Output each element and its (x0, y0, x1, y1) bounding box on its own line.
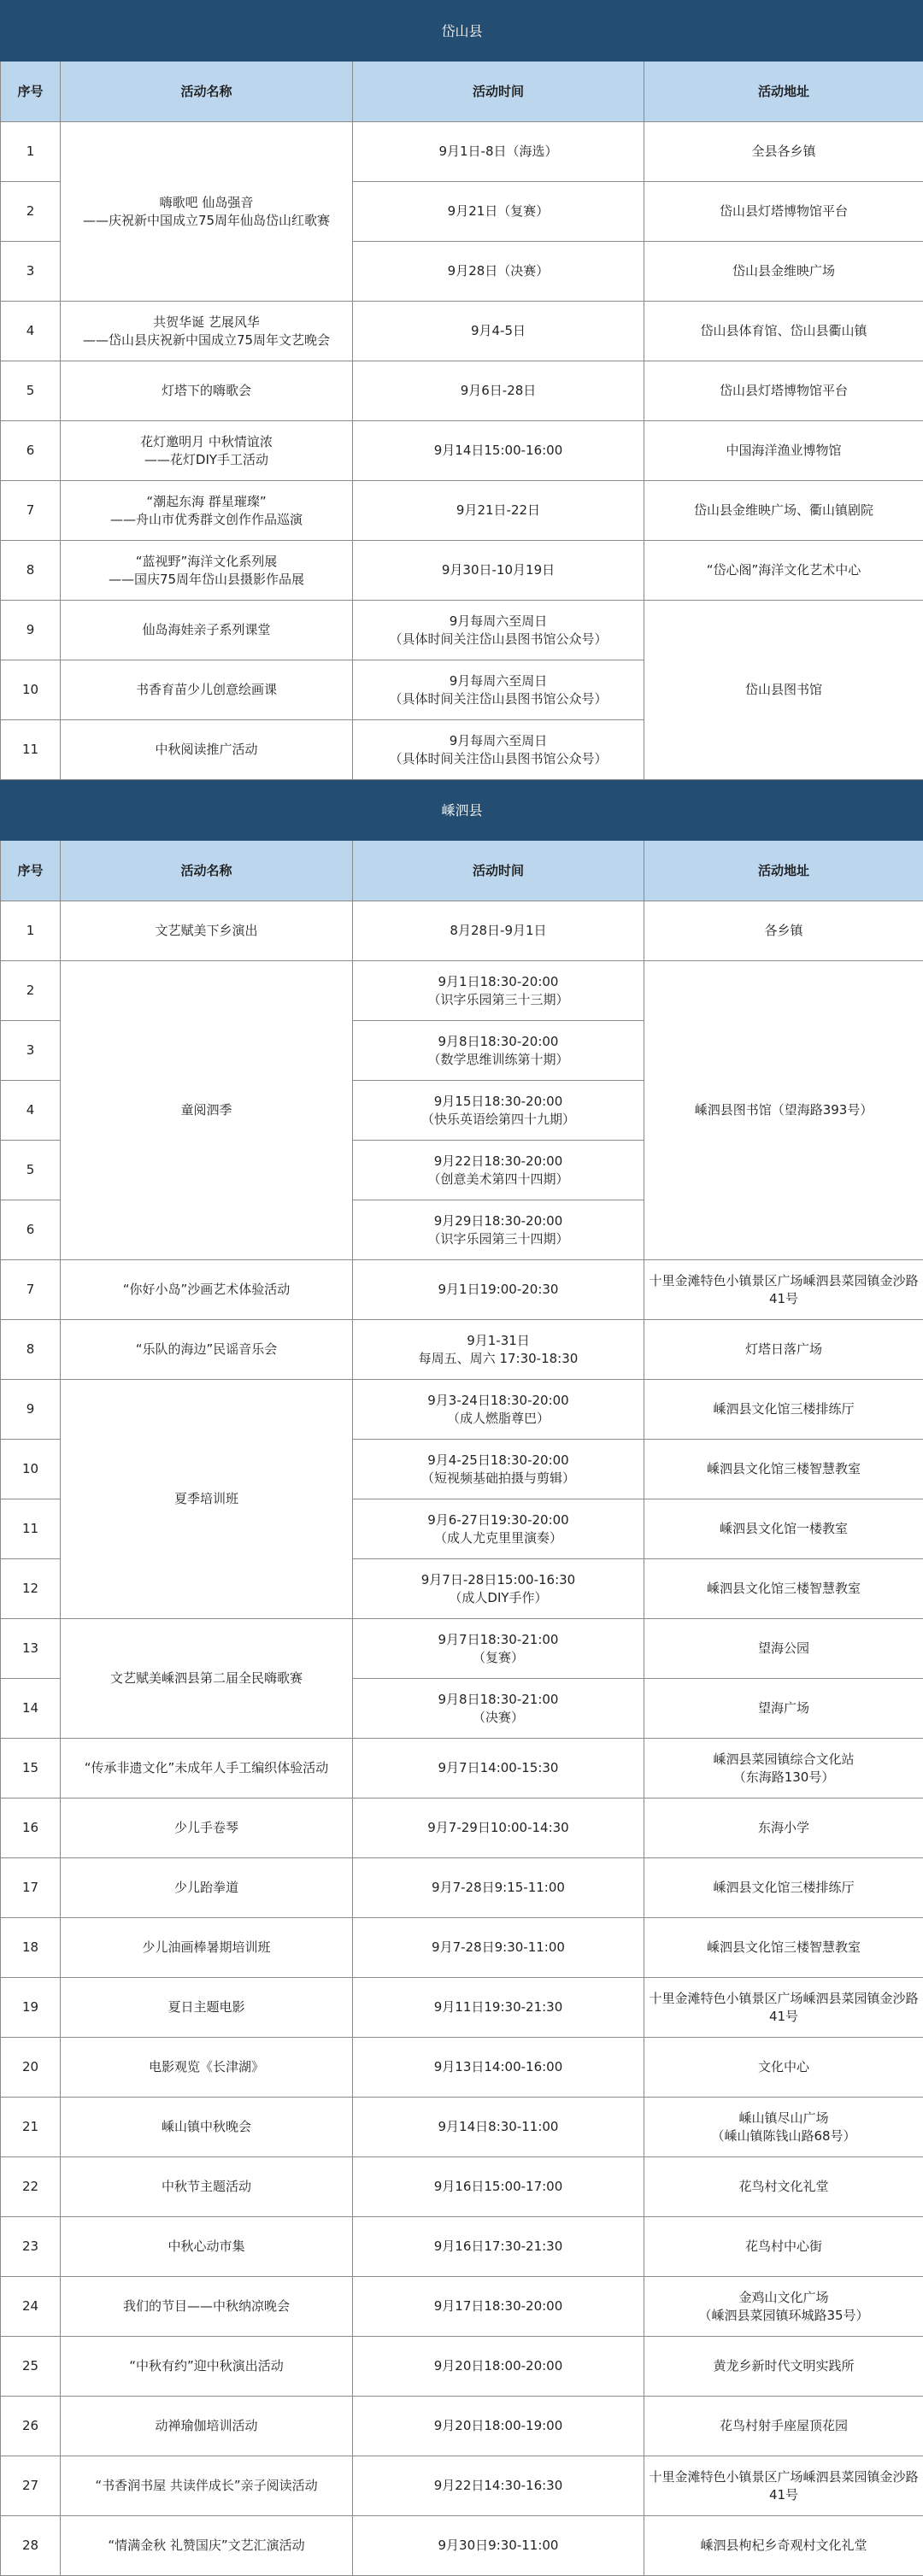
cell-number: 2 (1, 961, 61, 1021)
cell-activity-time: 9月1日19:00-20:30 (353, 1260, 644, 1320)
cell-activity-time: 9月20日18:00-19:00 (353, 2397, 644, 2456)
cell-number: 10 (1, 1440, 61, 1499)
cell-number: 6 (1, 1200, 61, 1260)
cell-activity-name: 中秋节主题活动 (61, 2157, 353, 2217)
cell-activity-time: 9月7-29日10:00-14:30 (353, 1799, 644, 1858)
cell-number: 12 (1, 1559, 61, 1619)
cell-number: 5 (1, 1141, 61, 1200)
cell-activity-address: 黄龙乡新时代文明实践所 (644, 2337, 923, 2397)
cell-activity-time: 9月6日-28日 (353, 361, 644, 421)
cell-activity-name: 我们的节目——中秋纳凉晚会 (61, 2277, 353, 2337)
cell-activity-address: 嵊泗县文化馆三楼智慧教室 (644, 1918, 923, 1978)
table-row (1, 1799, 923, 1858)
cell-activity-address: 嵊泗县文化馆三楼智慧教室 (644, 1440, 923, 1499)
cell-number: 10 (1, 660, 61, 720)
cell-number: 25 (1, 2337, 61, 2397)
cell-number: 4 (1, 1081, 61, 1141)
cell-number: 21 (1, 2098, 61, 2157)
cell-number: 18 (1, 1918, 61, 1978)
cell-activity-time: 9月13日14:00-16:00 (353, 2038, 644, 2098)
cell-activity-time: 9月14日15:00-16:00 (353, 421, 644, 481)
table-row (1, 2098, 923, 2157)
table-row (1, 421, 923, 481)
cell-activity-address: 望海公园 (644, 1619, 923, 1679)
cell-activity-time: 8月28日-9月1日 (353, 901, 644, 961)
cell-activity-address: 嵊泗县菜园镇综合文化站 （东海路130号） (644, 1739, 923, 1799)
cell-number: 2 (1, 182, 61, 242)
cell-activity-address: 岱山县灯塔博物馆平台 (644, 182, 923, 242)
cell-activity-address: 文化中心 (644, 2038, 923, 2098)
cell-activity-time: 9月16日15:00-17:00 (353, 2157, 644, 2217)
cell-activity-time: 9月17日18:30-20:00 (353, 2277, 644, 2337)
cell-activity-address: 岱山县金维映广场 (644, 242, 923, 302)
events-table-body (1, 1, 923, 2576)
cell-activity-name: 共贺华诞 艺展风华 ——岱山县庆祝新中国成立75周年文艺晚会 (61, 302, 353, 361)
section-title: 岱山县 (1, 1, 923, 62)
table-row (1, 122, 923, 182)
cell-activity-name: 少儿手卷琴 (61, 1799, 353, 1858)
cell-activity-name: 动禅瑜伽培训活动 (61, 2397, 353, 2456)
cell-activity-time: 9月7日18:30-21:00 （复赛） (353, 1619, 644, 1679)
cell-activity-time: 9月22日14:30-16:30 (353, 2456, 644, 2516)
cell-number: 3 (1, 242, 61, 302)
cell-activity-time: 9月7日-28日15:00-16:30 （成人DIY手作） (353, 1559, 644, 1619)
table-row (1, 1380, 923, 1440)
cell-activity-time: 9月3-24日18:30-20:00 （成人燃脂尊巴） (353, 1380, 644, 1440)
cell-activity-name: 嗨歌吧 仙岛强音 ——庆祝新中国成立75周年仙岛岱山红歌赛 (61, 122, 353, 302)
cell-activity-address: 中国海洋渔业博物馆 (644, 421, 923, 481)
cell-activity-address: 嵊泗县文化馆一楼教室 (644, 1499, 923, 1559)
cell-number: 15 (1, 1739, 61, 1799)
cell-activity-time: 9月每周六至周日 （具体时间关注岱山县图书馆公众号） (353, 601, 644, 660)
cell-activity-time: 9月14日8:30-11:00 (353, 2098, 644, 2157)
cell-activity-name: “乐队的海边”民谣音乐会 (61, 1320, 353, 1380)
table-row (1, 361, 923, 421)
cell-activity-time: 9月8日18:30-20:00 （数学思维训练第十期） (353, 1021, 644, 1081)
table-row (1, 2038, 923, 2098)
cell-activity-address: 嵊泗县枸杞乡奇观村文化礼堂 (644, 2516, 923, 2576)
table-row (1, 1260, 923, 1320)
cell-activity-address: 全县各乡镇 (644, 122, 923, 182)
cell-number: 5 (1, 361, 61, 421)
cell-activity-time: 9月6-27日19:30-20:00 （成人尤克里里演奏） (353, 1499, 644, 1559)
cell-activity-time: 9月4-5日 (353, 302, 644, 361)
cell-activity-address: 灯塔日落广场 (644, 1320, 923, 1380)
cell-activity-address: 花鸟村文化礼堂 (644, 2157, 923, 2217)
cell-activity-address: 花鸟村中心街 (644, 2217, 923, 2277)
cell-number: 3 (1, 1021, 61, 1081)
table-row (1, 2516, 923, 2576)
cell-activity-name: “情满金秋 礼赞国庆”文艺汇演活动 (61, 2516, 353, 2576)
cell-activity-name: “书香润书屋 共读伴成长”亲子阅读活动 (61, 2456, 353, 2516)
table-row (1, 1739, 923, 1799)
table-row (1, 1858, 923, 1918)
table-row (1, 2337, 923, 2397)
cell-activity-time: 9月20日18:00-20:00 (353, 2337, 644, 2397)
cell-activity-name: 电影观览《长津湖》 (61, 2038, 353, 2098)
cell-number: 14 (1, 1679, 61, 1739)
cell-activity-name: 童阅泗季 (61, 961, 353, 1260)
table-row (1, 1918, 923, 1978)
cell-number: 16 (1, 1799, 61, 1858)
cell-activity-address: 嵊泗县图书馆（望海路393号） (644, 961, 923, 1260)
header-row (1, 62, 923, 122)
cell-activity-address: 东海小学 (644, 1799, 923, 1858)
cell-activity-name: 少儿跆拳道 (61, 1858, 353, 1918)
cell-number: 17 (1, 1858, 61, 1918)
cell-activity-address: 十里金滩特色小镇景区广场嵊泗县菜园镇金沙路41号 (644, 1260, 923, 1320)
table-row (1, 2277, 923, 2337)
cell-activity-name: 仙岛海娃亲子系列课堂 (61, 601, 353, 660)
cell-activity-name: 中秋阅读推广活动 (61, 720, 353, 780)
cell-number: 26 (1, 2397, 61, 2456)
cell-number: 11 (1, 720, 61, 780)
cell-number: 9 (1, 601, 61, 660)
cell-activity-time: 9月1日18:30-20:00 （识字乐园第三十三期） (353, 961, 644, 1021)
cell-activity-time: 9月每周六至周日 （具体时间关注岱山县图书馆公众号） (353, 660, 644, 720)
cell-number: 4 (1, 302, 61, 361)
header-row (1, 841, 923, 901)
cell-activity-time: 9月每周六至周日 （具体时间关注岱山县图书馆公众号） (353, 720, 644, 780)
cell-activity-time: 9月7日14:00-15:30 (353, 1739, 644, 1799)
table-row (1, 1619, 923, 1679)
cell-activity-name: “你好小岛”沙画艺术体验活动 (61, 1260, 353, 1320)
cell-activity-time: 9月30日9:30-11:00 (353, 2516, 644, 2576)
cell-activity-address: 各乡镇 (644, 901, 923, 961)
cell-activity-time: 9月21日（复赛） (353, 182, 644, 242)
cell-activity-address: 岱山县图书馆 (644, 601, 923, 780)
cell-number: 24 (1, 2277, 61, 2337)
cell-activity-name: “传承非遗文化”未成年人手工编织体验活动 (61, 1739, 353, 1799)
table-row (1, 2456, 923, 2516)
column-header: 序号 (1, 841, 61, 901)
cell-activity-time: 9月29日18:30-20:00 （识字乐园第三十四期） (353, 1200, 644, 1260)
table-row (1, 601, 923, 660)
table-row (1, 2217, 923, 2277)
cell-activity-name: 嵊山镇中秋晚会 (61, 2098, 353, 2157)
cell-activity-name: “潮起东海 群星璀璨” ——舟山市优秀群文创作作品巡演 (61, 481, 353, 541)
cell-activity-name: 少儿油画棒暑期培训班 (61, 1918, 353, 1978)
section-title-row (1, 780, 923, 841)
table-row (1, 481, 923, 541)
cell-activity-time: 9月1日-8日（海选） (353, 122, 644, 182)
cell-activity-address: 嵊泗县文化馆三楼智慧教室 (644, 1559, 923, 1619)
cell-activity-address: 嵊泗县文化馆三楼排练厅 (644, 1858, 923, 1918)
cell-activity-name: 书香育苗少儿创意绘画课 (61, 660, 353, 720)
cell-activity-address: 金鸡山文化广场 （嵊泗县菜园镇环城路35号） (644, 2277, 923, 2337)
column-header: 活动地址 (644, 841, 923, 901)
cell-number: 23 (1, 2217, 61, 2277)
cell-activity-name: 文艺赋美下乡演出 (61, 901, 353, 961)
cell-number: 8 (1, 1320, 61, 1380)
cell-number: 27 (1, 2456, 61, 2516)
cell-number: 6 (1, 421, 61, 481)
cell-activity-time: 9月1-31日 每周五、周六 17:30-18:30 (353, 1320, 644, 1380)
cell-activity-name: 花灯邀明月 中秋情谊浓 ——花灯DIY手工活动 (61, 421, 353, 481)
cell-activity-name: “中秋有约”迎中秋演出活动 (61, 2337, 353, 2397)
cell-activity-address: 岱山县体育馆、岱山县衢山镇 (644, 302, 923, 361)
cell-activity-address: 岱山县灯塔博物馆平台 (644, 361, 923, 421)
column-header: 活动地址 (644, 62, 923, 122)
column-header: 活动名称 (61, 62, 353, 122)
cell-activity-time: 9月11日19:30-21:30 (353, 1978, 644, 2038)
cell-activity-address: 十里金滩特色小镇景区广场嵊泗县菜园镇金沙路41号 (644, 1978, 923, 2038)
cell-number: 7 (1, 481, 61, 541)
cell-number: 1 (1, 901, 61, 961)
cell-activity-name: 文艺赋美嵊泗县第二届全民嗨歌赛 (61, 1619, 353, 1739)
section-title: 嵊泗县 (1, 780, 923, 841)
table-row (1, 901, 923, 961)
cell-activity-time: 9月15日18:30-20:00 （快乐英语绘第四十九期） (353, 1081, 644, 1141)
cell-activity-address: 十里金滩特色小镇景区广场嵊泗县菜园镇金沙路41号 (644, 2456, 923, 2516)
cell-number: 11 (1, 1499, 61, 1559)
cell-activity-time: 9月7-28日9:30-11:00 (353, 1918, 644, 1978)
column-header: 活动时间 (353, 62, 644, 122)
cell-activity-time: 9月8日18:30-21:00 （决赛） (353, 1679, 644, 1739)
cell-activity-name: 夏日主题电影 (61, 1978, 353, 2038)
cell-number: 19 (1, 1978, 61, 2038)
cell-activity-name: 灯塔下的嗨歌会 (61, 361, 353, 421)
cell-number: 28 (1, 2516, 61, 2576)
table-row (1, 541, 923, 601)
cell-activity-time: 9月28日（决赛） (353, 242, 644, 302)
cell-activity-name: 中秋心动市集 (61, 2217, 353, 2277)
cell-number: 20 (1, 2038, 61, 2098)
table-row (1, 2157, 923, 2217)
cell-activity-address: “岱心阁”海洋文化艺术中心 (644, 541, 923, 601)
column-header: 序号 (1, 62, 61, 122)
cell-activity-address: 望海广场 (644, 1679, 923, 1739)
cell-activity-name: “蓝视野”海洋文化系列展 ——国庆75周年岱山县摄影作品展 (61, 541, 353, 601)
table-row (1, 961, 923, 1021)
cell-activity-time: 9月16日17:30-21:30 (353, 2217, 644, 2277)
cell-number: 13 (1, 1619, 61, 1679)
cell-number: 8 (1, 541, 61, 601)
cell-activity-time: 9月4-25日18:30-20:00 （短视频基础拍摄与剪辑） (353, 1440, 644, 1499)
cell-number: 22 (1, 2157, 61, 2217)
cell-activity-time: 9月7-28日9:15-11:00 (353, 1858, 644, 1918)
column-header: 活动名称 (61, 841, 353, 901)
cell-activity-address: 嵊泗县文化馆三楼排练厅 (644, 1380, 923, 1440)
column-header: 活动时间 (353, 841, 644, 901)
cell-activity-address: 岱山县金维映广场、衢山镇剧院 (644, 481, 923, 541)
cell-activity-name: 夏季培训班 (61, 1380, 353, 1619)
table-row (1, 2397, 923, 2456)
cell-activity-time: 9月30日-10月19日 (353, 541, 644, 601)
table-row (1, 302, 923, 361)
cell-activity-time: 9月22日18:30-20:00 （创意美术第四十四期） (353, 1141, 644, 1200)
cell-number: 1 (1, 122, 61, 182)
cell-activity-time: 9月21日-22日 (353, 481, 644, 541)
cell-number: 9 (1, 1380, 61, 1440)
cell-number: 7 (1, 1260, 61, 1320)
section-title-row (1, 1, 923, 62)
table-row (1, 1320, 923, 1380)
cell-activity-address: 花鸟村射手座屋顶花园 (644, 2397, 923, 2456)
cell-activity-address: 嵊山镇尽山广场 （嵊山镇陈钱山路68号） (644, 2098, 923, 2157)
table-row (1, 1978, 923, 2038)
